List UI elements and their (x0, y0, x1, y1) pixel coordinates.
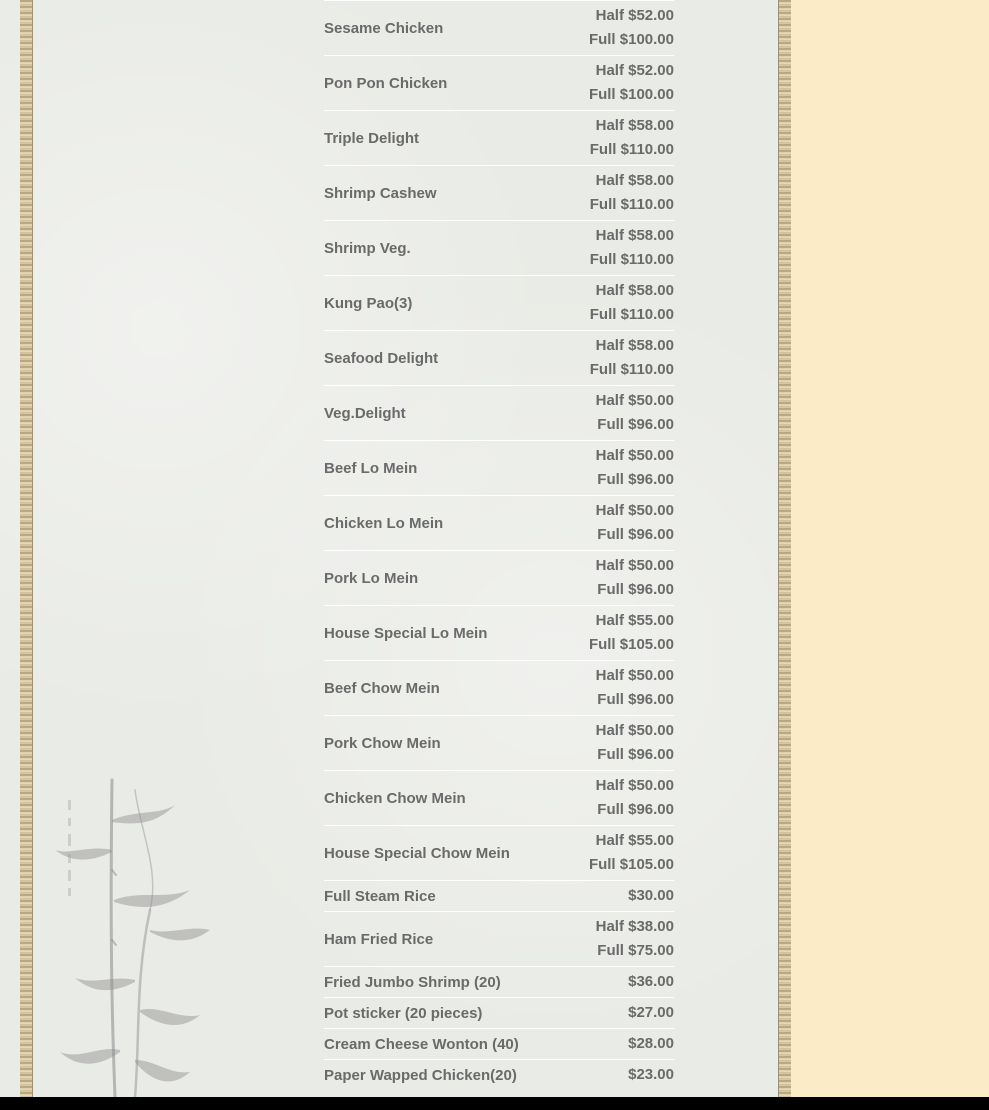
menu-item-price (628, 1001, 674, 1025)
menu-item-name: Pot sticker (20 pieces) (324, 1004, 483, 1022)
price-line: Half $58.00 (595, 227, 674, 244)
menu-item-name: House Special Lo Mein (324, 624, 488, 642)
menu-item-price (596, 774, 674, 822)
price-line: Full $110.00 (589, 361, 674, 378)
menu-item-name: Kung Pao(3) (324, 294, 413, 312)
menu-item-name: Pork Chow Mein (324, 734, 441, 752)
menu-item-name: Ham Fried Rice (324, 930, 434, 948)
menu-list (324, 0, 674, 1090)
bamboo-illustration (40, 760, 220, 1097)
menu-item-row (324, 997, 674, 1028)
menu-item-row (324, 911, 674, 966)
price-line: $36.00 (628, 973, 674, 990)
price-line: Half $58.00 (595, 172, 674, 189)
price-line: $30.00 (628, 887, 674, 904)
menu-item-price (590, 169, 674, 217)
menu-item-price (596, 389, 674, 437)
menu-item-price (589, 829, 674, 877)
price-line: Full $100.00 (588, 31, 674, 48)
menu-item-name: Seafood Delight (324, 349, 439, 367)
menu-item-price (628, 1032, 674, 1056)
price-line: Half $52.00 (595, 7, 674, 24)
left-decorative-border (20, 0, 33, 1097)
menu-item-name: Full Steam Rice (324, 887, 436, 905)
menu-item-price (596, 499, 674, 547)
price-line: Half $50.00 (595, 502, 674, 519)
price-line: Full $100.00 (588, 86, 674, 103)
menu-item-price (596, 664, 674, 712)
menu-item-row (324, 660, 674, 715)
bottom-black-bar (0, 1097, 989, 1110)
menu-item-name: Fried Jumbo Shrimp (20) (324, 973, 501, 991)
price-line: Half $50.00 (595, 667, 674, 684)
menu-item-price (596, 554, 674, 602)
menu-item-row (324, 605, 674, 660)
price-line: Half $50.00 (595, 722, 674, 739)
menu-item-price (590, 334, 674, 382)
price-line: Full $96.00 (597, 746, 674, 763)
menu-item-price (596, 444, 674, 492)
menu-item-name: Chicken Lo Mein (324, 514, 444, 532)
menu-item-name: Beef Chow Mein (324, 679, 440, 697)
menu-item-price (628, 884, 674, 908)
menu-item-price (628, 970, 674, 994)
price-line: Full $110.00 (589, 141, 674, 158)
menu-item-name: Triple Delight (324, 129, 420, 147)
menu-item-row (324, 220, 674, 275)
price-line: Half $55.00 (595, 612, 674, 629)
menu-item-name: Shrimp Cashew (324, 184, 437, 202)
menu-item-price (596, 719, 674, 767)
menu-item-name: Sesame Chicken (324, 19, 444, 37)
menu-item-price (596, 915, 674, 963)
price-line: Full $105.00 (588, 856, 674, 873)
price-line: Full $110.00 (589, 196, 674, 213)
price-line: Half $50.00 (595, 557, 674, 574)
price-line: Half $52.00 (595, 62, 674, 79)
price-line: Half $50.00 (595, 447, 674, 464)
price-line: Full $110.00 (589, 306, 674, 323)
menu-item-row (324, 825, 674, 880)
menu-item-name: Veg.Delight (324, 404, 406, 422)
price-line: Full $75.00 (597, 942, 674, 959)
price-line: $28.00 (628, 1035, 674, 1052)
price-line: Half $38.00 (595, 918, 674, 935)
menu-item-row (324, 1059, 674, 1090)
menu-item-row (324, 385, 674, 440)
menu-item-name: House Special Chow Mein (324, 844, 510, 862)
menu-item-name: Pork Lo Mein (324, 569, 419, 587)
menu-item-row (324, 550, 674, 605)
price-line: Half $58.00 (595, 117, 674, 134)
menu-item-row (324, 330, 674, 385)
menu-item-price (590, 114, 674, 162)
price-line: Full $96.00 (597, 526, 674, 543)
menu-item-row (324, 110, 674, 165)
price-line: Full $105.00 (588, 636, 674, 653)
price-line: Half $50.00 (595, 392, 674, 409)
menu-item-row (324, 880, 674, 911)
right-decorative-border (778, 0, 791, 1097)
price-line: $23.00 (628, 1066, 674, 1083)
menu-item-price (590, 224, 674, 272)
menu-item-row (324, 770, 674, 825)
price-line: Full $96.00 (597, 471, 674, 488)
menu-item-row (324, 966, 674, 997)
price-line: Half $50.00 (595, 777, 674, 794)
price-line: Full $96.00 (597, 801, 674, 818)
price-line: Full $96.00 (597, 581, 674, 598)
menu-item-price (589, 4, 674, 52)
menu-item-price (589, 609, 674, 657)
menu-item-name: Chicken Chow Mein (324, 789, 466, 807)
menu-item-name: Shrimp Veg. (324, 239, 411, 257)
menu-item-price (628, 1063, 674, 1087)
menu-item-name: Paper Wapped Chicken(20) (324, 1066, 517, 1084)
price-line: Half $58.00 (595, 337, 674, 354)
menu-item-name: Cream Cheese Wonton (40) (324, 1035, 519, 1053)
menu-item-row (324, 165, 674, 220)
price-line: Full $96.00 (597, 416, 674, 433)
menu-item-row (324, 440, 674, 495)
menu-item-price (589, 59, 674, 107)
menu-item-row (324, 275, 674, 330)
menu-item-row (324, 1028, 674, 1059)
menu-item-row (324, 0, 674, 55)
menu-item-name: Beef Lo Mein (324, 459, 418, 477)
price-line: Half $58.00 (595, 282, 674, 299)
menu-item-row (324, 55, 674, 110)
price-line: $27.00 (628, 1004, 674, 1021)
menu-item-price (590, 279, 674, 327)
menu-item-name: Pon Pon Chicken (324, 74, 448, 92)
price-line: Half $55.00 (595, 832, 674, 849)
menu-item-row (324, 495, 674, 550)
menu-item-row (324, 715, 674, 770)
price-line: Full $96.00 (597, 691, 674, 708)
price-line: Full $110.00 (589, 251, 674, 268)
